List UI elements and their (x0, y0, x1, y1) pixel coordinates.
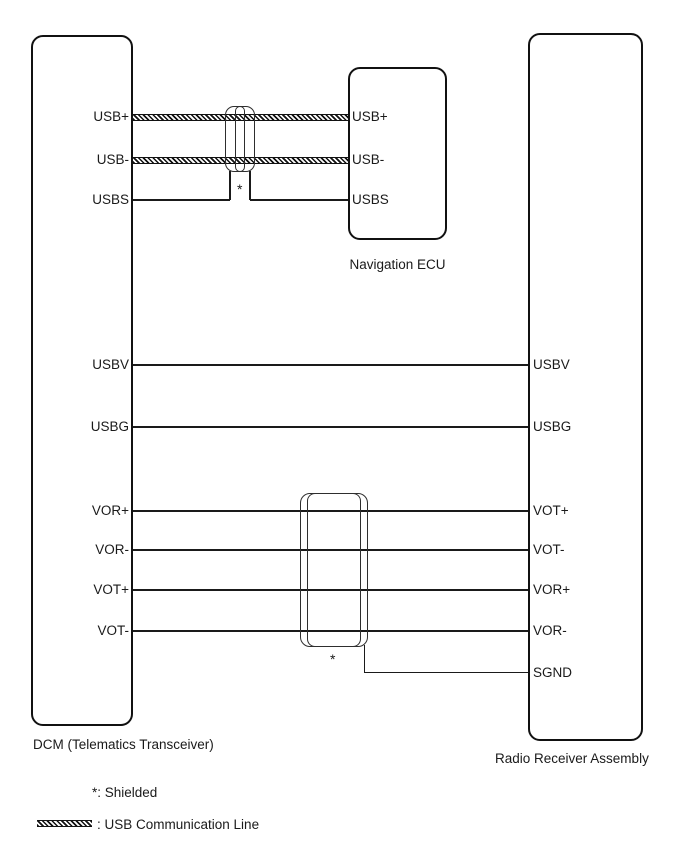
wire-usbs-right (250, 199, 349, 201)
audio-shield-asterisk: * (330, 651, 336, 667)
radio-pin-usbg: USBG (533, 419, 572, 434)
wire-sgnd-horizontal (364, 672, 528, 674)
usb-communication-line-swatch-icon (37, 820, 92, 827)
dcm-pin-usbs: USBS (92, 192, 129, 207)
wire-usbv (133, 364, 528, 366)
ecu-pin-usb-plus: USB+ (352, 109, 388, 124)
audio-shield-inner-ring (307, 493, 361, 647)
radio-pin-vot-plus: VOT+ (533, 503, 569, 518)
wire-shield-drop-left (229, 171, 231, 200)
wire-usbs-left (133, 199, 230, 201)
wire-sgnd-vertical (364, 645, 366, 673)
radio-pin-vor-minus: VOR- (533, 623, 567, 638)
dcm-pin-vot-minus: VOT- (97, 623, 129, 638)
dcm-pin-vor-minus: VOR- (95, 542, 129, 557)
wire-shield-drop-right (249, 171, 251, 200)
ecu-pin-usbs: USBS (352, 192, 389, 207)
ecu-pin-usb-minus: USB- (352, 152, 385, 167)
navigation-ecu-label: Navigation ECU (349, 257, 446, 272)
dcm-pin-usbv: USBV (92, 357, 129, 372)
dcm-label: DCM (Telematics Transceiver) (33, 737, 214, 752)
radio-receiver-label: Radio Receiver Assembly (495, 751, 649, 766)
dcm-pin-vot-plus: VOT+ (93, 582, 129, 597)
dcm-pin-vor-plus: VOR+ (91, 503, 129, 518)
usb-shield-asterisk: * (237, 181, 243, 197)
legend-shielded: *: Shielded (92, 785, 158, 800)
dcm-pin-usbg: USBG (90, 419, 129, 434)
radio-pin-usbv: USBV (533, 357, 570, 372)
legend-usb-line: : USB Communication Line (97, 817, 260, 832)
radio-pin-sgnd: SGND (533, 665, 573, 680)
radio-pin-vor-plus: VOR+ (533, 582, 571, 597)
radio-pin-vot-minus: VOT- (533, 542, 565, 557)
usb-shield-inner-ring (235, 106, 245, 172)
dcm-pin-usb-minus: USB- (96, 152, 129, 167)
dcm-pin-usb-plus: USB+ (93, 109, 129, 124)
wire-usbg (133, 426, 528, 428)
